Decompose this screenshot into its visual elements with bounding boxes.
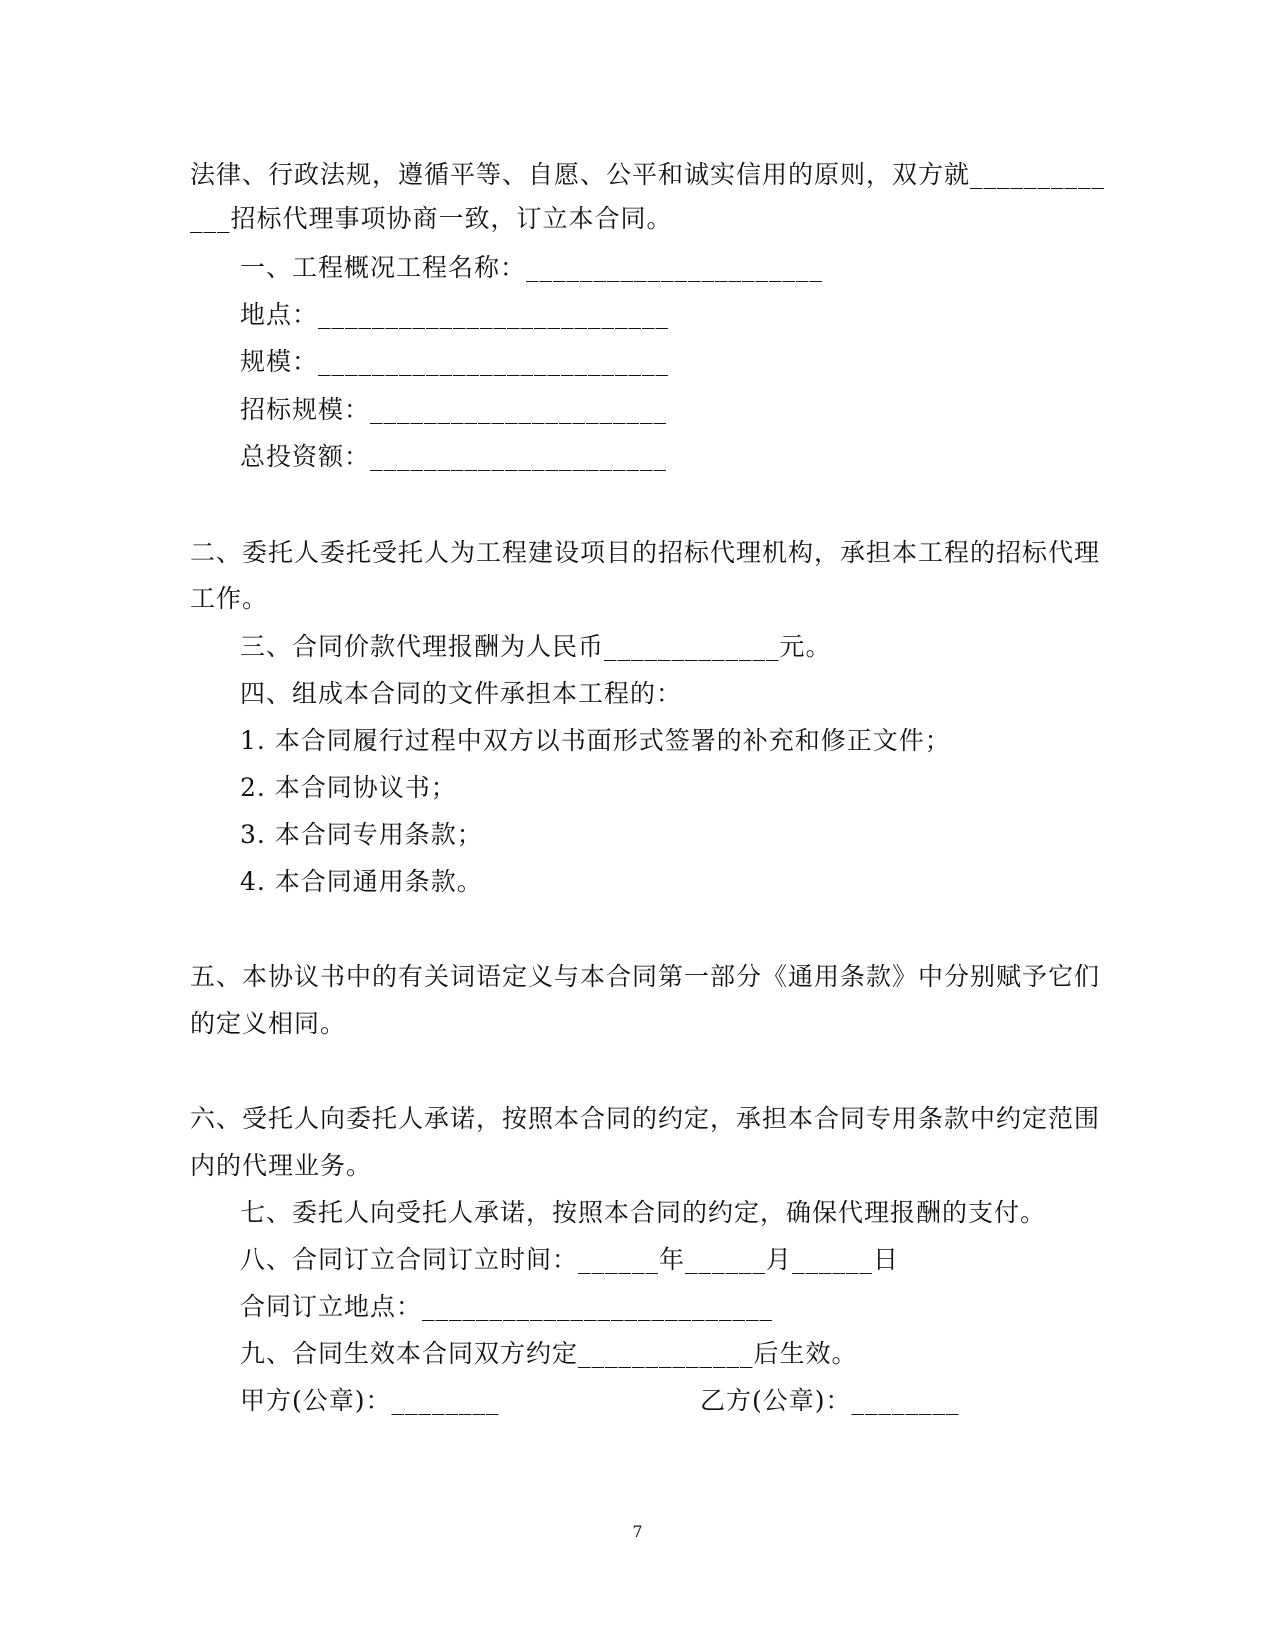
party-b-signature: 乙方(公章)：________	[700, 1386, 960, 1415]
paragraph-line: 四、组成本合同的文件承担本工程的：	[240, 679, 683, 708]
location-line: 地点：__________________________	[240, 300, 670, 329]
signing-date-line: 八、合同订立合同订立时间：______年______月______日	[240, 1245, 900, 1274]
total-investment-line: 总投资额：______________________	[240, 442, 668, 471]
list-item: 1. 本合同履行过程中双方以书面形式签署的补充和修正文件；	[240, 726, 951, 755]
list-item: 2. 本合同协议书；	[240, 773, 457, 802]
scale-line: 规模：__________________________	[240, 347, 670, 376]
paragraph-line: 二、委托人委托受托人为工程建设项目的招标代理机构，承担本工程的招标代理	[190, 538, 1101, 567]
contract-price-line: 三、合同价款代理报酬为人民币_____________元。	[240, 632, 832, 661]
paragraph-line: 的定义相同。	[190, 1009, 347, 1038]
party-a-signature: 甲方(公章)：________	[240, 1386, 500, 1415]
paragraph-line: 法律、行政法规，遵循平等、自愿、公平和诚实信用的原则，双方就__________	[190, 160, 1106, 189]
signing-place-line: 合同订立地点：__________________________	[240, 1292, 774, 1321]
paragraph-line: ___招标代理事项协商一致，订立本合同。	[190, 204, 673, 233]
project-name-line: 一、工程概况工程名称：______________________	[240, 253, 824, 282]
list-item: 3. 本合同专用条款；	[240, 820, 483, 849]
paragraph-line: 五、本协议书中的有关词语定义与本合同第一部分《通用条款》中分别赋予它们	[190, 962, 1101, 991]
paragraph-line: 六、受托人向委托人承诺，按照本合同的约定，承担本合同专用条款中约定范围	[190, 1104, 1101, 1133]
paragraph-line: 七、委托人向受托人承诺，按照本合同的约定，确保代理报酬的支付。	[240, 1198, 1047, 1227]
paragraph-line: 工作。	[190, 584, 269, 613]
page-number: 7	[632, 1522, 643, 1541]
tender-scale-line: 招标规模：______________________	[240, 395, 668, 424]
list-item: 4. 本合同通用条款。	[240, 867, 483, 896]
effective-line: 九、合同生效本合同双方约定_____________后生效。	[240, 1339, 858, 1368]
paragraph-line: 内的代理业务。	[190, 1151, 373, 1180]
